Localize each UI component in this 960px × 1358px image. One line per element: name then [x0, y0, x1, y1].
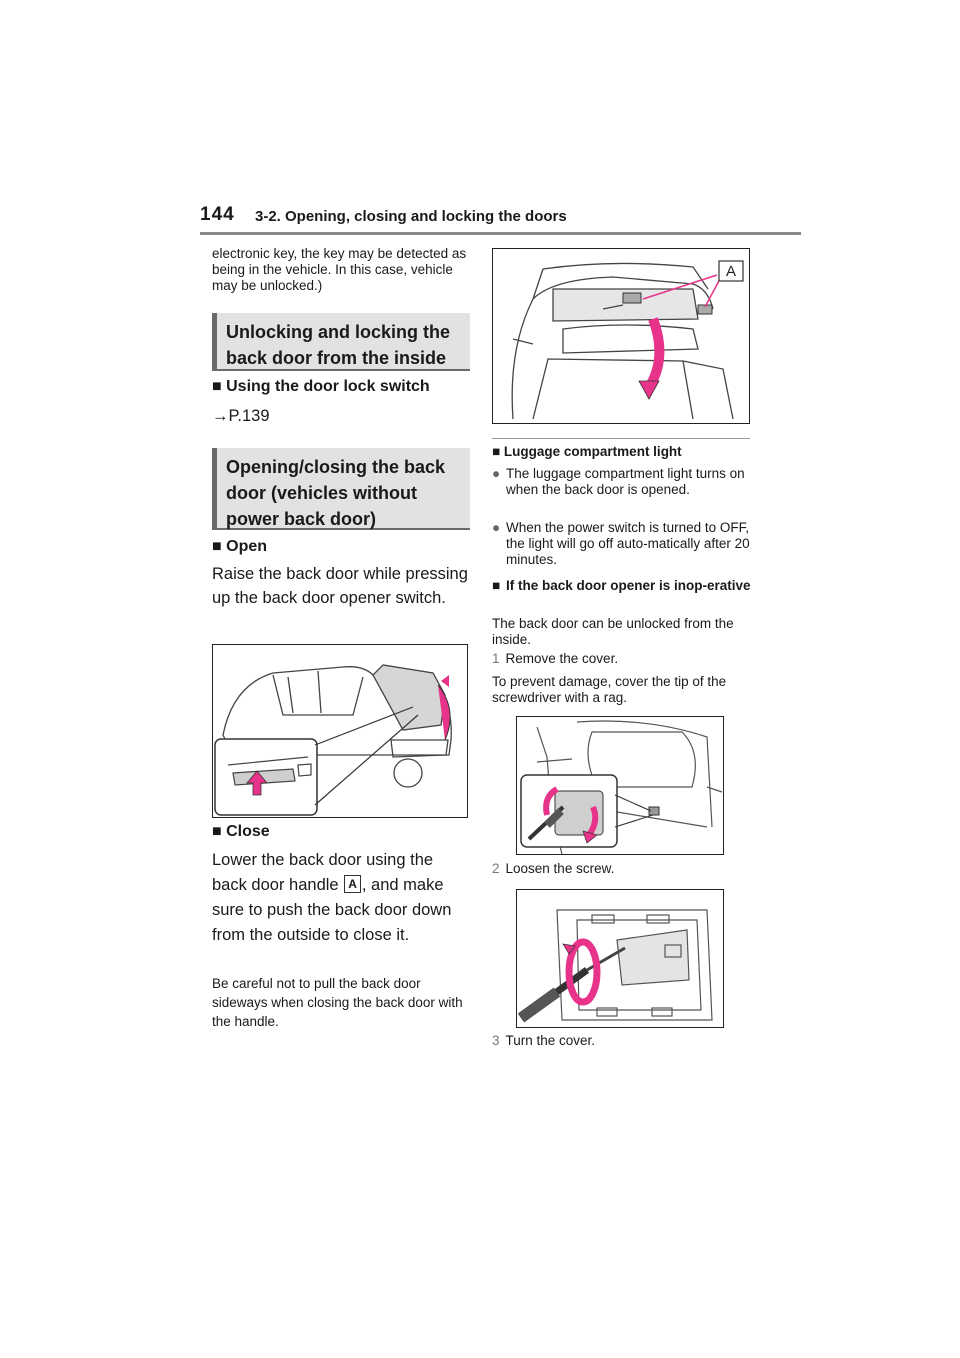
remove-cover-illustration [517, 717, 723, 854]
step-3 [492, 1033, 752, 1049]
open-instructions: Raise the back door while pressing up the back door opener switch. [212, 565, 468, 607]
intro-text: electronic key, the key may be detected as being in the vehicle. In this case, vehicle may be unlocked.) [212, 246, 467, 293]
subheading-opener-inoperative-text: If the back door opener is inop-erative [506, 578, 751, 593]
close-instructions-part2: , and make sure to push the back door down from the outside to close it. [212, 876, 452, 944]
square-bullet-icon: ■ [212, 538, 222, 555]
figure-loosen-screw [516, 889, 724, 1028]
figure-open-back-door [212, 644, 468, 818]
page-number: 144 [200, 204, 235, 225]
subheading-close [212, 823, 470, 841]
page-reference-text: P.139 [228, 407, 270, 425]
subheading-door-lock-switch-text: Using the door lock switch [226, 378, 430, 395]
round-bullet-icon: ● [492, 520, 501, 535]
light-bullet-2 [492, 520, 752, 568]
square-bullet-icon: ■ [492, 444, 501, 459]
step-3-text: Turn the cover. [505, 1033, 596, 1048]
back-door-interior-illustration [493, 249, 749, 423]
subheading-opener-inoperative [492, 578, 752, 594]
suv-rear-illustration [213, 645, 467, 817]
loosen-screw-illustration [517, 890, 723, 1027]
square-bullet-icon: ■ [212, 378, 222, 395]
heading-opening-closing [212, 448, 470, 530]
label-a-badge: A [344, 875, 361, 893]
step-2 [492, 861, 752, 877]
light-bullet-1-text: The luggage compartment light turns on when the back door is opened. [506, 466, 745, 497]
chapter-title: 3-2. Opening, closing and locking the doors [255, 208, 567, 225]
square-bullet-icon: ■ [212, 823, 222, 840]
page-reference[interactable] [212, 404, 470, 428]
close-note: Be careful not to pull the back door sideways when closing the back door with the handle. [212, 976, 463, 1029]
close-instructions [212, 848, 470, 948]
figure-label-a: A [725, 263, 737, 280]
heading-unlock-inside [212, 313, 470, 371]
header-rule [200, 232, 801, 235]
round-bullet-icon: ● [492, 466, 501, 481]
subheading-luggage-light [492, 444, 752, 460]
light-bullet-2-text: When the power switch is turned to OFF, the light will go off auto-matically after 20 minutes. [506, 520, 750, 567]
section-divider [492, 438, 750, 439]
arrow-icon: → [212, 407, 229, 425]
subheading-close-text: Close [226, 823, 270, 840]
subheading-door-lock-switch [212, 378, 470, 396]
square-bullet-icon: ■ [492, 578, 501, 593]
step-1 [492, 651, 752, 667]
subheading-luggage-light-text: Luggage compartment light [503, 444, 682, 459]
step-1-number: 1 [492, 651, 500, 666]
step-2-number: 2 [492, 861, 500, 876]
heading-unlock-inside-text: Unlocking and locking the back door from the inside [226, 322, 451, 368]
step-1-text: Remove the cover. [505, 651, 619, 666]
close-instructions-part1: Lower the back door using the back door handle [212, 851, 434, 894]
opener-text: The back door can be unlocked from the inside. [492, 616, 734, 647]
step-1-note: To prevent damage, cover the tip of the screwdriver with a rag. [492, 674, 727, 705]
heading-opening-closing-text: Opening/closing the back door (vehicles without power back door) [226, 457, 446, 529]
step-2-text: Loosen the screw. [505, 861, 615, 876]
figure-remove-cover [516, 716, 724, 855]
step-3-number: 3 [492, 1033, 500, 1048]
subheading-open [212, 538, 470, 556]
figure-back-door-handles [492, 248, 750, 424]
subheading-open-text: Open [226, 538, 268, 555]
light-bullet-1 [492, 466, 752, 498]
